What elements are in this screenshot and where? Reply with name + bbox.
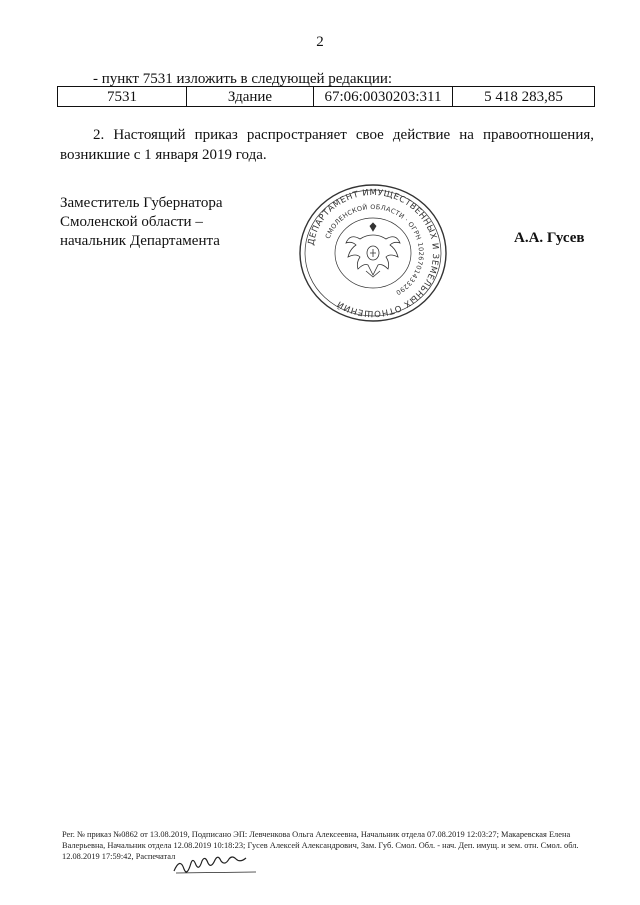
signer-title-line: Заместитель Губернатора <box>60 195 223 211</box>
table-cell-cadastral: 67:06:0030203:311 <box>314 87 453 107</box>
handwritten-signature-icon <box>172 851 262 879</box>
coat-of-arms-icon <box>346 223 400 277</box>
table-cell-value: 5 418 283,85 <box>453 87 595 107</box>
registration-footer: Рег. № приказ №0862 от 13.08.2019, Подписано ЭП: Левченкова Ольга Алексеевна, Начальник отдела 07.08.2019 12:03:27; Макаревская Елена Валерьевна, Начальник отдела 12.08.2019 10:18:23; Гусев Алексей Александрович, Зам. Губ. Смол. Обл. - нач. Деп. имущ. и зем. отн. Смол. обл. 12.08.2019 17:59:42, Распечатал <box>62 830 579 861</box>
signer-name: А.А. Гусев <box>514 230 585 246</box>
official-seal-icon <box>298 183 448 323</box>
table-row <box>58 87 595 107</box>
seal-outer-text: ДЕПАРТАМЕНТ ИМУЩЕСТВЕННЫХ И ЗЕМЕЛЬНЫХ ОТНОШЕНИЙ <box>306 187 441 319</box>
signer-title-line: начальник Департамента <box>60 233 220 249</box>
seal-inner-text: СМОЛЕНСКОЙ ОБЛАСТИ · ОГРН 1026701433290 <box>323 202 426 297</box>
amendment-intro: - пункт 7531 изложить в следующей редакции: <box>93 71 393 87</box>
signer-title <box>60 194 223 251</box>
signer-title-line: Смоленской области – <box>60 214 203 230</box>
paragraph-2: 2. Настоящий приказ распространяет свое действие на правоотношения, возникшие с 1 января 2019 года. <box>60 127 594 163</box>
table-cell-item: 7531 <box>58 87 187 107</box>
table-cell-type: Здание <box>187 87 314 107</box>
page-number: 2 <box>316 34 324 50</box>
svg-text:СМОЛЕНСКОЙ ОБЛАСТИ · ОГРН 1026 <box>324 202 425 296</box>
amendment-table <box>57 86 595 107</box>
